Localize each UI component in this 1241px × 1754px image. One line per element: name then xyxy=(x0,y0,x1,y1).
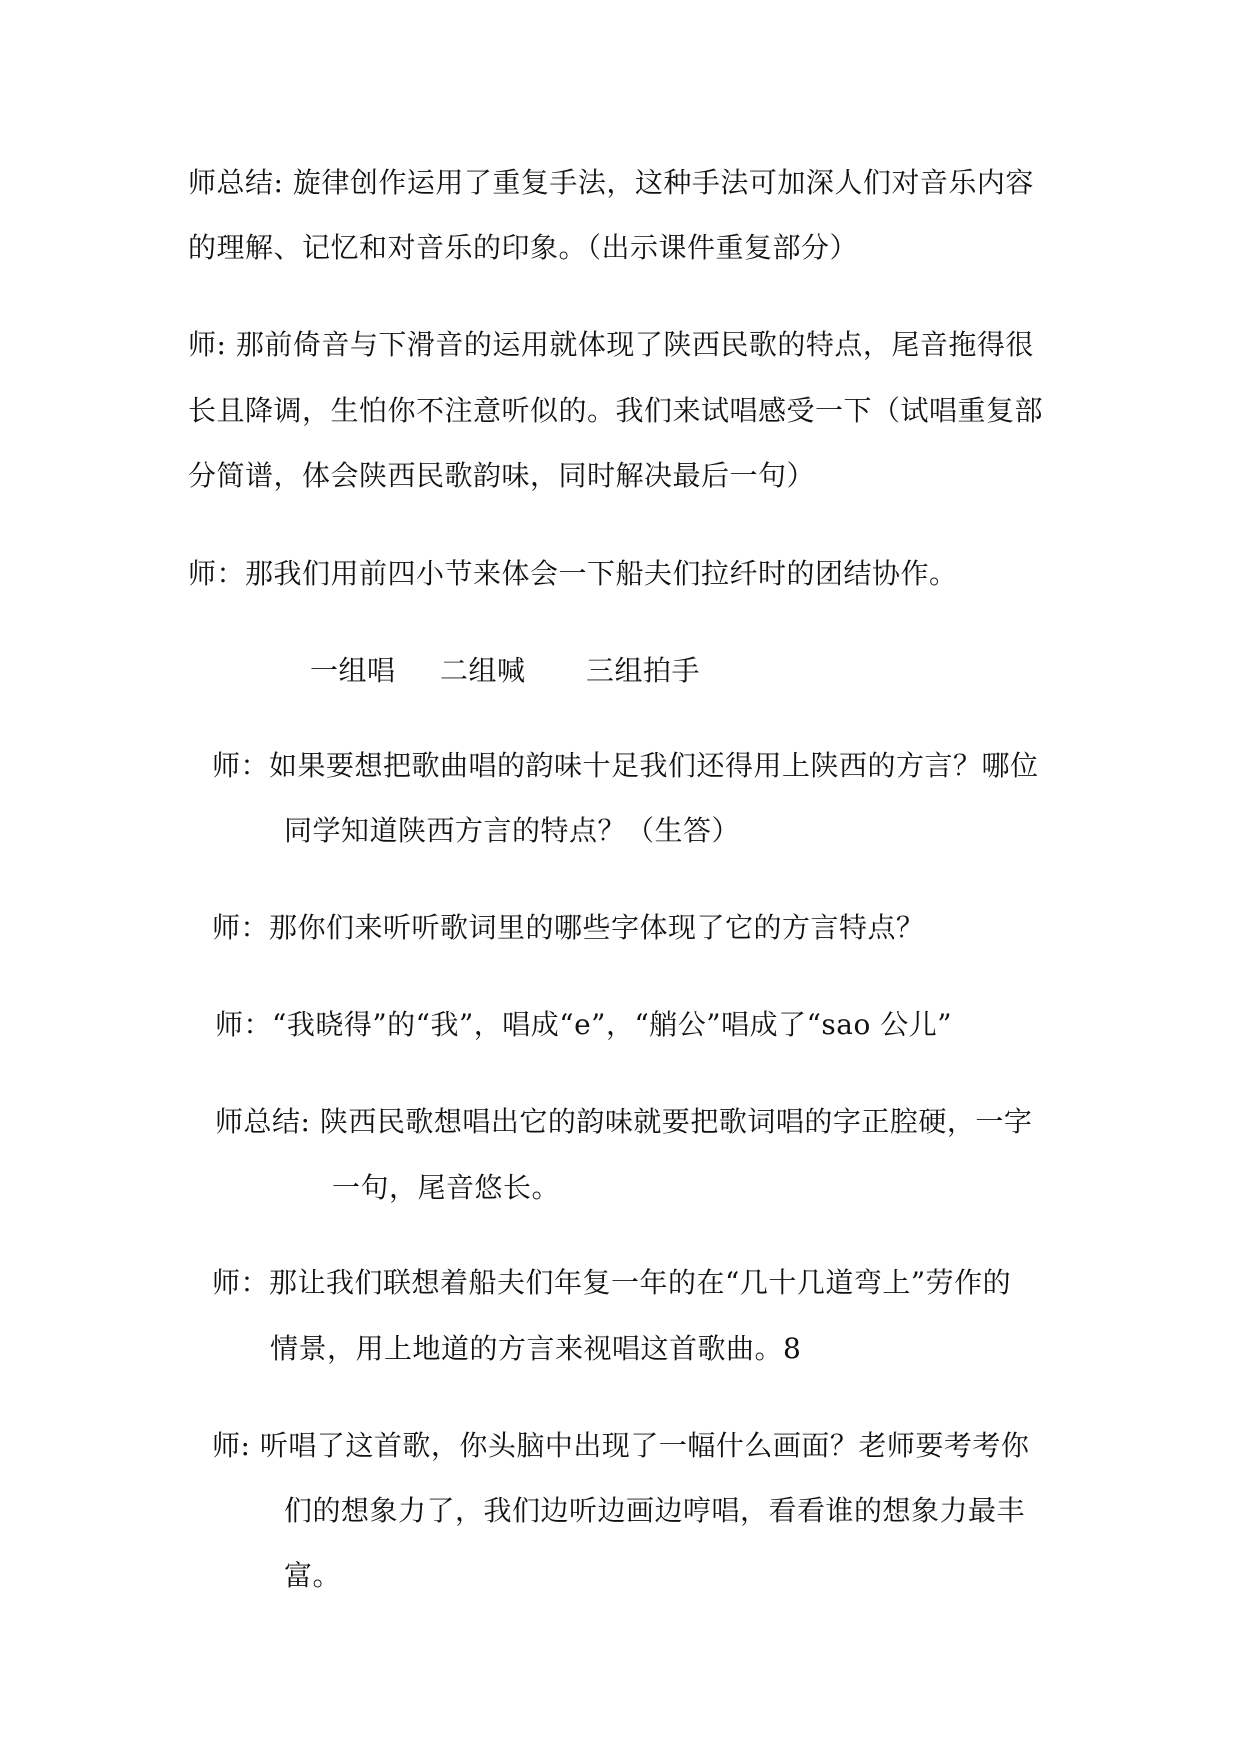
paragraph-10-line-1: 师: 听唱了这首歌，你头脑中出现了一幅什么画面？老师要考考你 xyxy=(212,1429,1030,1462)
paragraph-10-line-3: 富。 xyxy=(284,1559,342,1592)
paragraph-2-line-2: 长且降调，生怕你不注意听似的。我们来试唱感受一下（试唱重复部 xyxy=(188,394,1044,427)
paragraph-9-line-2: 情景，用上地道的方言来视唱这首歌曲。8 xyxy=(270,1332,802,1365)
group-one-label: 一组唱 xyxy=(310,654,396,687)
paragraph-10-line-2: 们的想象力了，我们边听边画边哼唱，看看谁的想象力最丰 xyxy=(284,1494,1026,1527)
paragraph-6-line-1: 师：那你们来听听歌词里的哪些字体现了它的方言特点？ xyxy=(212,911,925,944)
paragraph-9-line-1: 师：那让我们联想着船夫们年复一年的在“几十几道弯上”劳作的 xyxy=(212,1266,1012,1299)
group-two-label: 二组喊 xyxy=(440,654,526,687)
paragraph-1-line-1: 师总结: 旋律创作运用了重复手法，这种手法可加深人们对音乐内容 xyxy=(188,166,1034,199)
paragraph-7-line-1: 师：“我晓得”的“我”，唱成“e”，“艄公”唱成了“sao 公儿” xyxy=(215,1008,953,1041)
paragraph-2-line-3: 分简谱，体会陕西民歌韵味，同时解决最后一句） xyxy=(188,459,816,492)
paragraph-5-line-2: 同学知道陕西方言的特点？（生答） xyxy=(284,814,741,847)
paragraph-8-line-1: 师总结: 陕西民歌想唱出它的韵味就要把歌词唱的字正腔硬，一字 xyxy=(215,1105,1033,1138)
paragraph-8-line-2: 一句，尾音悠长。 xyxy=(332,1171,561,1204)
paragraph-2-line-1: 师: 那前倚音与下滑音的运用就体现了陕西民歌的特点，尾音拖得很 xyxy=(188,328,1034,361)
paragraph-1-line-2: 的理解、记忆和对音乐的印象。（出示课件重复部分） xyxy=(188,231,859,264)
paragraph-3-line-1: 师：那我们用前四小节来体会一下船夫们拉纤时的团结协作。 xyxy=(188,557,958,590)
group-three-label: 三组拍手 xyxy=(586,654,701,687)
paragraph-5-line-1: 师：如果要想把歌曲唱的韵味十足我们还得用上陕西的方言？哪位 xyxy=(212,749,1039,782)
